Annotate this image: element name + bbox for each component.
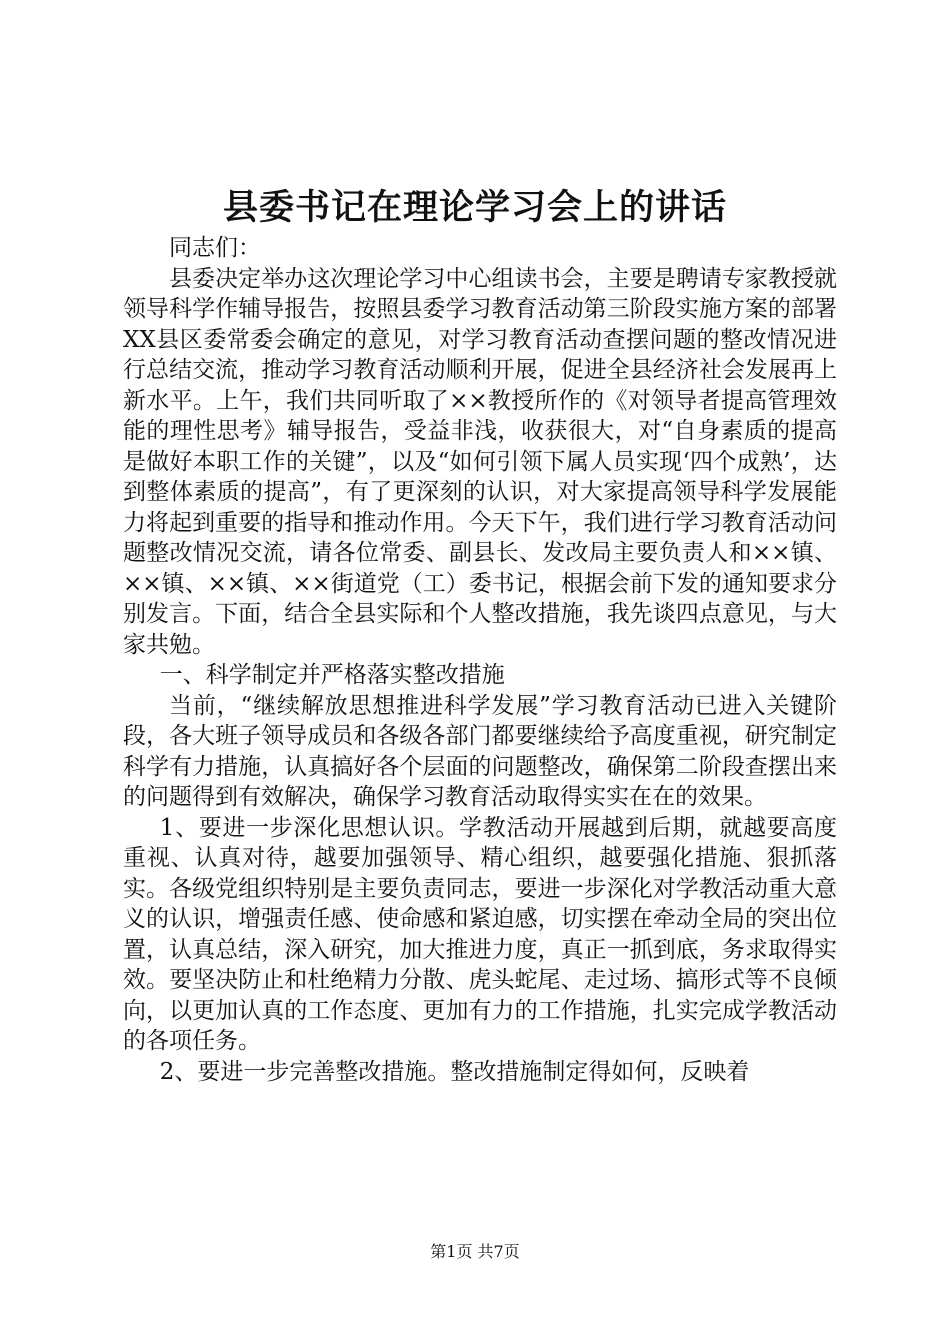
paragraph: 1、要进一步深化思想认识。学教活动开展越到后期，就越要高度重视、认真对待，越要加强领导、精心组织，越要强化措施、狠抓落实。各级党组织特别是主要负责同志，要进一步深化对学教活动重大意义的认识，增强责任感、使命感和紧迫感，切实摆在牵动全局的突出位置，认真总结，深入研究，加大推进力度，真正一抓到底，务求取得实效。要坚决防止和杜绝精力分散、虎头蛇尾、走过场、搞形式等不良倾向，以更加认真的工作态度、更加有力的工作措施，扎实完成学教活动的各项任务。 bbox=[123, 814, 837, 1054]
salutation: 同志们： bbox=[169, 235, 261, 261]
paragraph: 2、要进一步完善整改措施。整改措施制定得如何，反映着 bbox=[159, 1058, 750, 1085]
paragraph: 当前，“继续解放思想推进科学发展”学习教育活动已进入关键阶段，各大班子领导成员和各级各部门都要继续给予高度重视，研究制定科学有力措施，认真搞好各个层面的问题整改，确保第二阶段查摆出来的问题得到有效解决，确保学习教育活动取得实实在在的效果。 bbox=[123, 692, 837, 810]
page-footer: 第1页 共7页 bbox=[430, 1242, 520, 1261]
section-heading: 一、科学制定并严格落实整改措施 bbox=[159, 662, 505, 688]
paragraph: 县委决定举办这次理论学习中心组读书会，主要是聘请专家教授就领导科学作辅导报告，按照县委学习教育活动第三阶段实施方案的部署XX县区委常委会确定的意见，对学习教育活动查摆问题的整改情况进行总结交流，推动学习教育活动顺利开展，促进全县经济社会发展再上新水平。上午，我们共同听取了××教授所作的《对领导者提高管理效能的理性思考》辅导报告，受益非浅，收获很大，对“自身素质的提高是做好本职工作的关键”，以及“如何引领下属人员实现‘四个成熟’，达到整体素质的提高”，有了更深刻的认识，对大家提高领导科学发展能力将起到重要的指导和推动作用。今天下午，我们进行学习教育活动问题整改情况交流，请各位常委、副县长、发改局主要负责人和××镇、××镇、××镇、××街道党（工）委书记，根据会前下发的通知要求分别发言。下面，结合全县实际和个人整改措施，我先谈四点意见，与大家共勉。 bbox=[123, 265, 837, 658]
document-body bbox=[123, 233, 837, 1087]
document-title: 县委书记在理论学习会上的讲话 bbox=[222, 187, 727, 228]
